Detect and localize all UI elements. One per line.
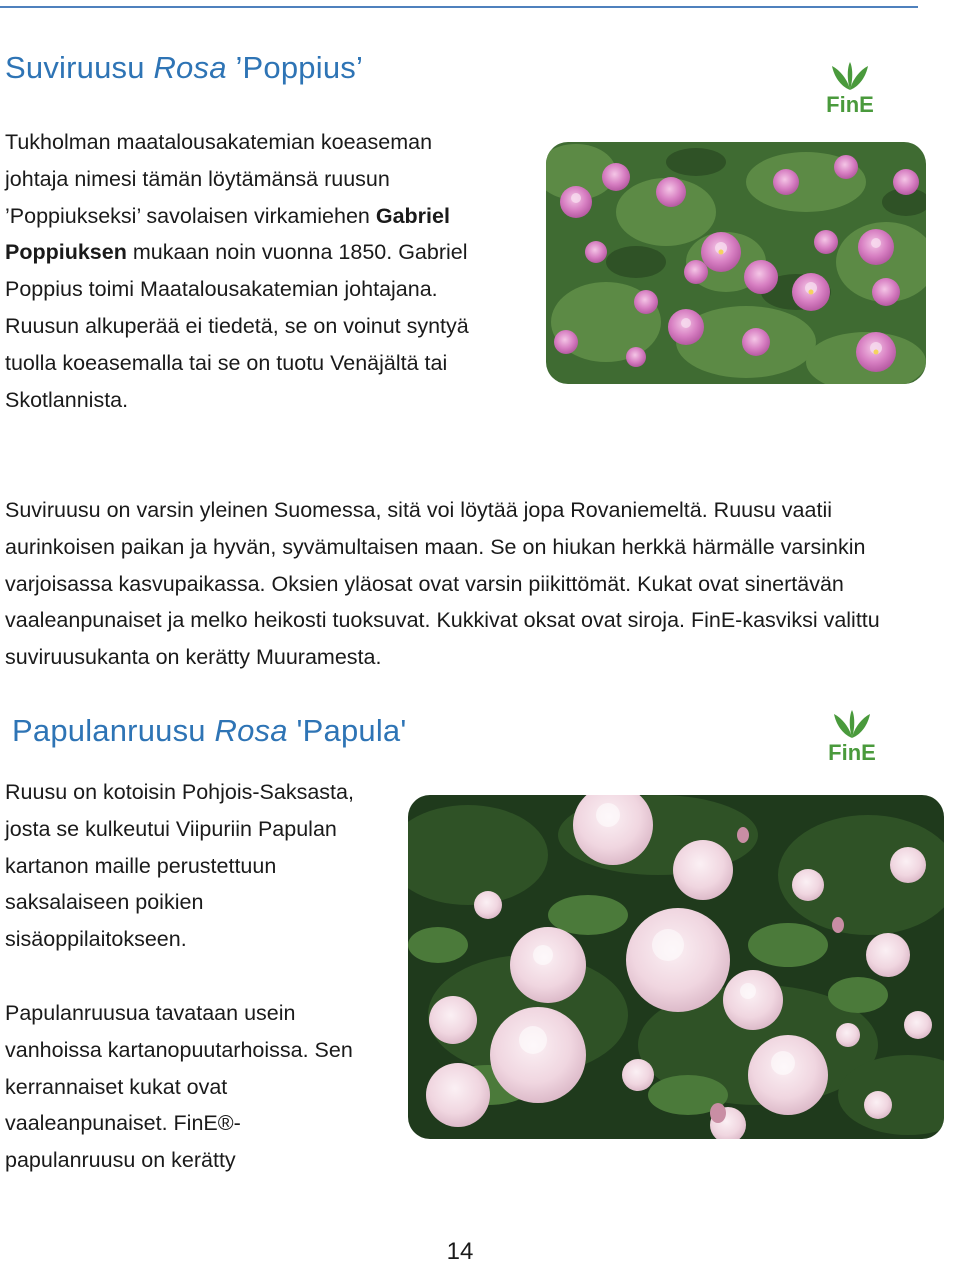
fine-logo-icon [818,60,882,116]
section2-title: Papulanruusu Rosa 'Papula' [12,713,407,748]
suviruusu-photo [546,142,926,384]
top-rule [0,6,918,8]
section1-description-paragraph: Suviruusu on varsin yleinen Suomessa, sitä voi löytää jopa Rovaniemeltä. Ruusu vaatii aurinkoisen paikan ja hyvän, syvämultaisen maan. Se on hiukan herkkä härmälle varsinkin varjoisassa kasvupaikassa. Oksien yläosat ovat varsin piikittömät. Kukat ovat sinertävän vaaleanpunaiset ja melko heikosti tuoksuvat. Kukkivat oksat ovat siroja. FinE-kasviksi valittu suviruusukanta on kerätty Muuramesta. [5,498,880,670]
svg-text:FinE: FinE [826,92,874,116]
section1-intro-paragraph: Tukholman maatalousakatemian koeaseman johtaja nimesi tämän löytämänsä ruusun ’Poppiukseksi’ savolaisen virkamiehen Gabriel Poppiuksen mukaan noin vuonna 1850. Gabriel Poppius toimi Maatalousakatemian johtajana. Ruusun alkuperää ei tiedetä, se on voinut syntyä tuolla koeasemalla tai se on tuotu Venäjältä tai Skotlannista. [5,130,469,412]
section2-intro-paragraph: Ruusu on kotoisin Pohjois-Saksasta, josta se kulkeutui Viipuriin Papulan kartanon maille perustettuun saksalaiseen poikien sisäoppilaitokseen. [5,780,354,952]
fine-logo-icon [820,708,884,764]
page-number: 14 [446,1238,474,1265]
svg-text:FinE: FinE [828,740,876,764]
section2-description-paragraph: Papulanruusua tavataan usein vanhoissa kartanopuutarhoissa. Sen kerrannaiset kukat ovat vaaleanpunaiset. FinE®-papulanruusu on kerätty [5,1001,353,1173]
papulanruusu-photo [408,795,944,1139]
section1-title: Suviruusu Rosa ’Poppius’ [5,50,364,85]
